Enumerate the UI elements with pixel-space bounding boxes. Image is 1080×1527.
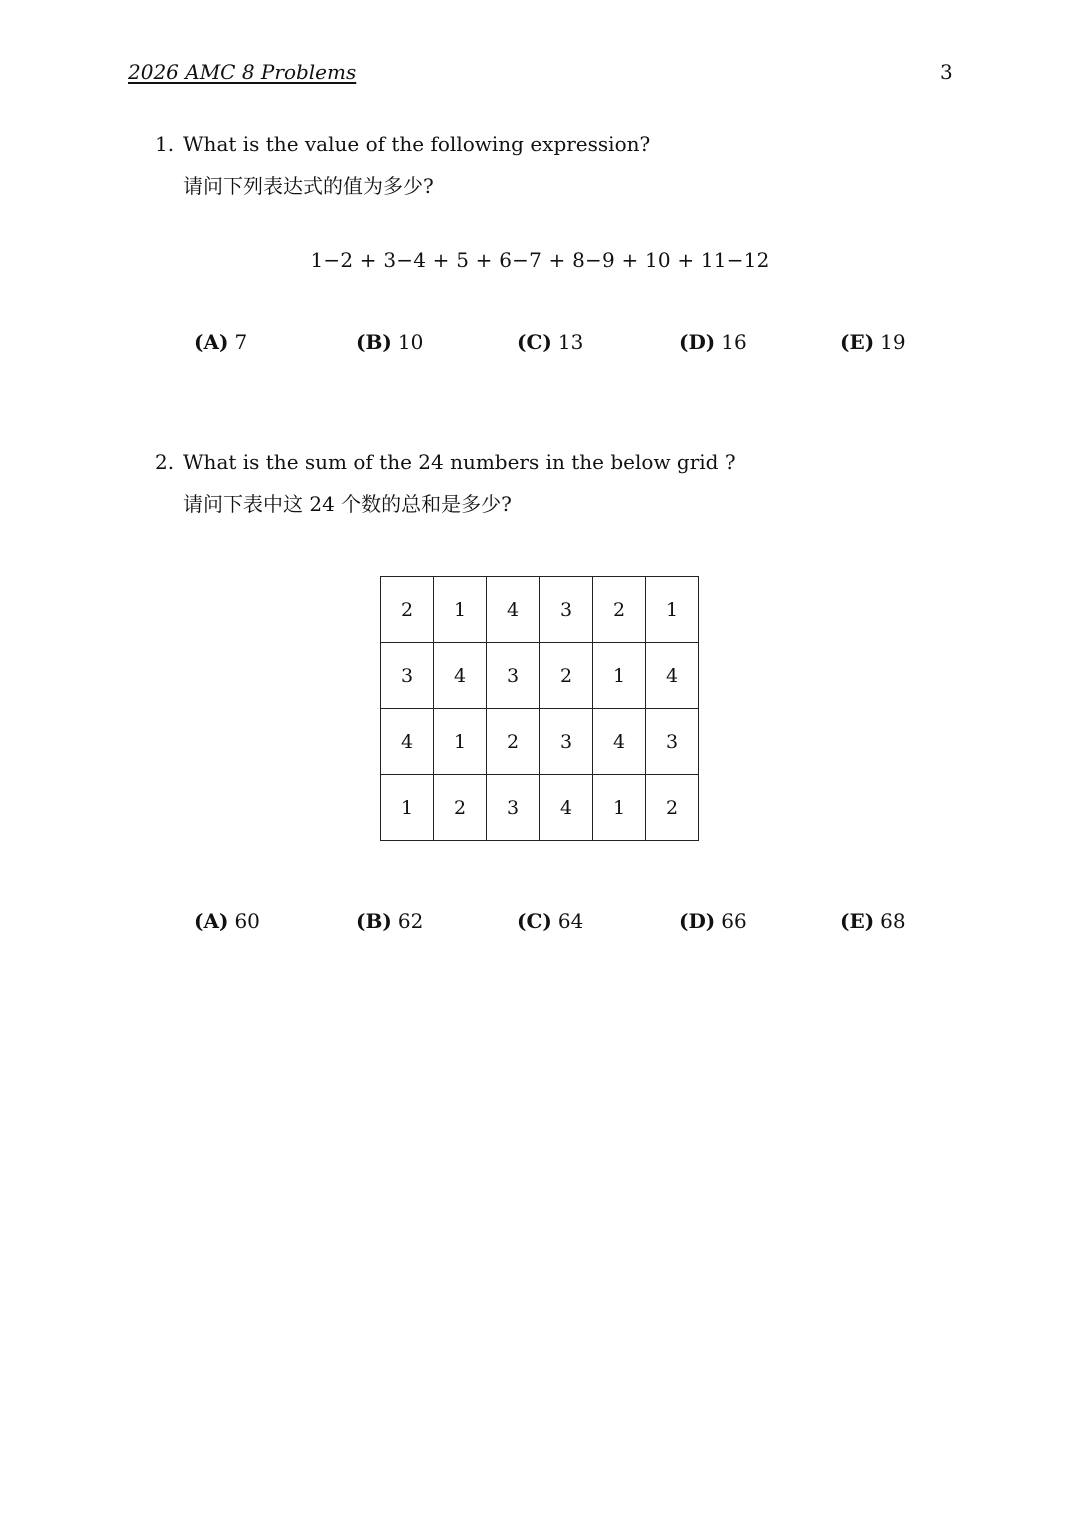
problem-2-choice-a[interactable] bbox=[194, 909, 260, 933]
problem-2-number: 2. bbox=[155, 450, 175, 474]
choice-value: 62 bbox=[397, 909, 424, 933]
choice-value: 66 bbox=[721, 909, 747, 933]
page-number: 3 bbox=[940, 60, 953, 84]
grid-cell: 1 bbox=[434, 709, 487, 775]
grid-cell: 1 bbox=[593, 775, 646, 841]
grid-cell: 3 bbox=[540, 577, 593, 643]
problem-2-choice-b[interactable] bbox=[356, 909, 423, 933]
choice-letter: (A) bbox=[194, 330, 229, 354]
grid-cell: 4 bbox=[487, 577, 540, 643]
problem-1-choice-d[interactable] bbox=[679, 330, 747, 354]
grid-cell: 3 bbox=[540, 709, 593, 775]
choice-value: 16 bbox=[721, 330, 747, 354]
grid-cell: 3 bbox=[381, 643, 434, 709]
problem-1-choice-b[interactable] bbox=[356, 330, 423, 354]
grid-cell: 4 bbox=[434, 643, 487, 709]
problem-1-question-zh: 请问下列表达式的值为多少? bbox=[183, 174, 434, 198]
grid-cell: 1 bbox=[434, 577, 487, 643]
problem-1-expression: 1−2 + 3−4 + 5 + 6−7 + 8−9 + 10 + 11−12 bbox=[310, 248, 770, 272]
choice-letter: (A) bbox=[194, 909, 229, 933]
grid-cell: 1 bbox=[593, 643, 646, 709]
choice-value: 13 bbox=[557, 330, 584, 354]
choice-value: 64 bbox=[557, 909, 584, 933]
choice-letter: (B) bbox=[356, 330, 392, 354]
problem-2-question-en bbox=[155, 448, 736, 476]
grid-cell: 2 bbox=[487, 709, 540, 775]
choice-value: 60 bbox=[234, 909, 260, 933]
problem-2-question-zh: 请问下表中这 24 个数的总和是多少? bbox=[183, 492, 512, 516]
grid-cell: 2 bbox=[593, 577, 646, 643]
grid-cell: 1 bbox=[381, 775, 434, 841]
problem-2-choice-e[interactable] bbox=[840, 909, 906, 933]
running-head-title: 2026 AMC 8 Problems bbox=[128, 60, 357, 84]
grid-cell: 1 bbox=[646, 577, 699, 643]
choice-letter: (D) bbox=[679, 330, 716, 354]
problem-2-text-en: What is the sum of the 24 numbers in the below grid ? bbox=[183, 450, 736, 474]
grid-cell: 2 bbox=[540, 643, 593, 709]
grid-row bbox=[381, 775, 699, 841]
problem-1-question-en bbox=[155, 130, 650, 158]
choice-letter: (B) bbox=[356, 909, 392, 933]
grid-row bbox=[381, 643, 699, 709]
grid-cell: 3 bbox=[487, 775, 540, 841]
grid-cell: 2 bbox=[381, 577, 434, 643]
problem-2-choice-c[interactable] bbox=[517, 909, 583, 933]
choice-letter: (D) bbox=[679, 909, 716, 933]
problem-2-choice-d[interactable] bbox=[679, 909, 747, 933]
number-grid bbox=[380, 576, 699, 841]
choice-letter: (C) bbox=[517, 330, 552, 354]
problem-1-choice-c[interactable] bbox=[517, 330, 583, 354]
grid-cell: 4 bbox=[593, 709, 646, 775]
grid-cell: 2 bbox=[646, 775, 699, 841]
grid-row bbox=[381, 577, 699, 643]
choice-letter: (C) bbox=[517, 909, 552, 933]
choice-value: 68 bbox=[880, 909, 906, 933]
choice-value: 10 bbox=[397, 330, 424, 354]
problem-1-choice-a[interactable] bbox=[194, 330, 247, 354]
problem-1-choice-e[interactable] bbox=[840, 330, 906, 354]
grid-cell: 3 bbox=[487, 643, 540, 709]
problem-1-text-en: What is the value of the following expression? bbox=[183, 132, 651, 156]
grid-row bbox=[381, 709, 699, 775]
choice-value: 7 bbox=[234, 330, 248, 354]
choice-letter: (E) bbox=[840, 909, 875, 933]
grid-cell: 4 bbox=[646, 643, 699, 709]
grid-cell: 2 bbox=[434, 775, 487, 841]
problem-1-number: 1. bbox=[155, 132, 175, 156]
grid-cell: 3 bbox=[646, 709, 699, 775]
choice-value: 19 bbox=[880, 330, 906, 354]
grid-cell: 4 bbox=[381, 709, 434, 775]
grid-cell: 4 bbox=[540, 775, 593, 841]
choice-letter: (E) bbox=[840, 330, 875, 354]
